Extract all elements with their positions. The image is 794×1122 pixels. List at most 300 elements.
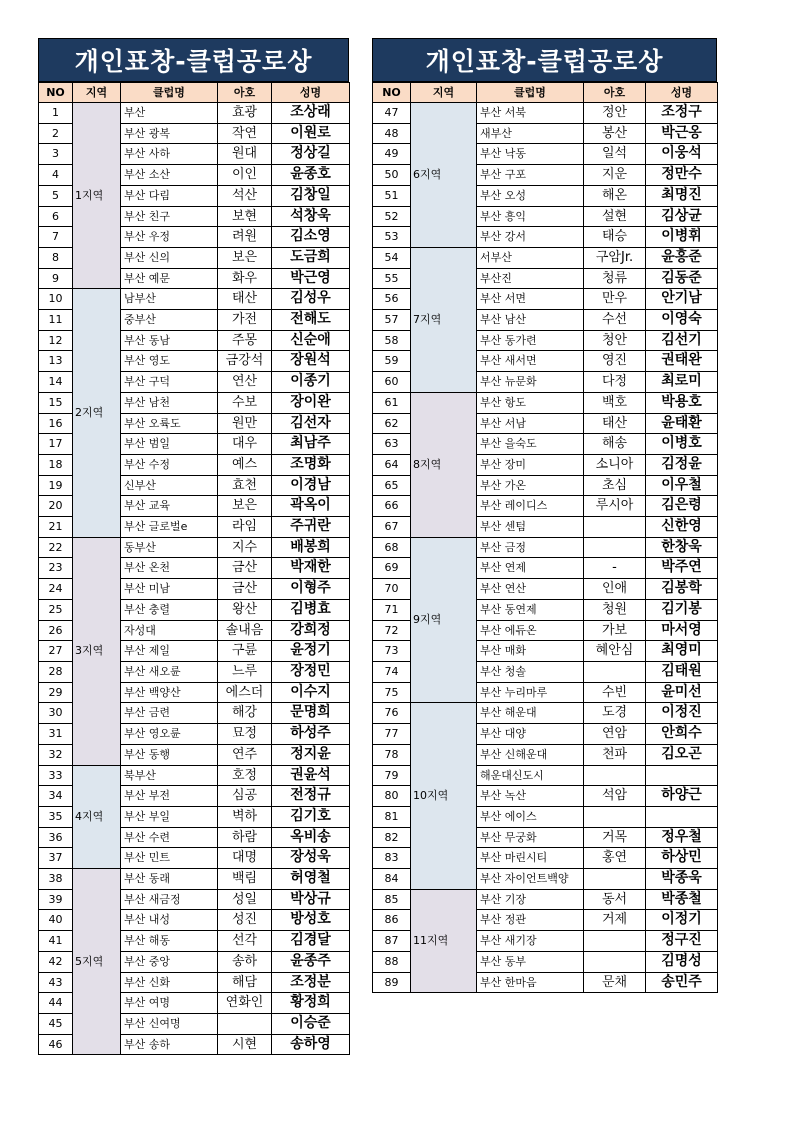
person-name: 이우철 [646,475,718,496]
region-cell: 5지역 [73,869,121,1055]
club-name: 부산 흥익 [477,206,584,227]
row-number: 14 [39,372,73,393]
person-name: 이병휘 [646,227,718,248]
pen-name: 작연 [218,123,272,144]
row-number: 81 [373,806,411,827]
table-title-left: 개인표창-클럽공로상 [38,38,349,82]
row-number: 54 [373,247,411,268]
person-name: 김봉학 [646,579,718,600]
row-number: 88 [373,951,411,972]
row-number: 79 [373,765,411,786]
person-name: 이형주 [272,579,350,600]
row-number: 78 [373,744,411,765]
pen-name: 도경 [584,703,646,724]
club-name: 부산 강서 [477,227,584,248]
pen-name: 정안 [584,103,646,124]
pen-name: 구륜 [218,641,272,662]
row-number: 67 [373,517,411,538]
row-number: 47 [373,103,411,124]
club-name: 부산 청솔 [477,661,584,682]
pen-name: 만우 [584,289,646,310]
pen-name: 천파 [584,744,646,765]
pen-name: 청안 [584,330,646,351]
header-ho: 아호 [218,83,272,103]
award-table-right [372,82,718,993]
club-name: 부산 뉴문화 [477,372,584,393]
pen-name: 송하 [218,951,272,972]
person-name: 전해도 [272,310,350,331]
club-name: 부산 광복 [121,123,218,144]
person-name: 석창욱 [272,206,350,227]
region-cell: 7지역 [411,247,477,392]
row-number: 25 [39,599,73,620]
row-number: 86 [373,910,411,931]
club-name: 부산 동연제 [477,599,584,620]
person-name: 최남주 [272,434,350,455]
person-name: 방성호 [272,910,350,931]
club-name: 부산 자이언트백양 [477,869,584,890]
club-name: 부산 대양 [477,724,584,745]
header-name: 성명 [272,83,350,103]
person-name: 김오곤 [646,744,718,765]
person-name: 도금희 [272,247,350,268]
award-table-left [38,82,350,1055]
pen-name: 지수 [218,537,272,558]
row-number: 52 [373,206,411,227]
row-number: 69 [373,558,411,579]
pen-name: 구암Jr. [584,247,646,268]
pen-name: 봉산 [584,123,646,144]
club-name: 부산진 [477,268,584,289]
row-number: 53 [373,227,411,248]
pen-name: 태산 [218,289,272,310]
row-number: 44 [39,993,73,1014]
pen-name: 보은 [218,247,272,268]
pen-name: 가보 [584,620,646,641]
pen-name: 수빈 [584,682,646,703]
club-name: 부산 교육 [121,496,218,517]
pen-name: 느루 [218,661,272,682]
person-name: 이경남 [272,475,350,496]
club-name: 부산 신화 [121,972,218,993]
club-name: 부산 예문 [121,268,218,289]
row-number: 71 [373,599,411,620]
pen-name: 백림 [218,869,272,890]
club-name: 부산 정관 [477,910,584,931]
pen-name: 소니아 [584,454,646,475]
table-row [39,103,350,124]
person-name: 김선기 [646,330,718,351]
pen-name: 금산 [218,558,272,579]
pen-name: 홍연 [584,848,646,869]
pen-name: 다정 [584,372,646,393]
row-number: 28 [39,661,73,682]
person-name: 하성주 [272,724,350,745]
pen-name: 연주 [218,744,272,765]
club-name: 부산 새기장 [477,931,584,952]
row-number: 4 [39,165,73,186]
table-row [39,289,350,310]
pen-name: 일석 [584,144,646,165]
club-name: 부산 우정 [121,227,218,248]
pen-name: 효광 [218,103,272,124]
row-number: 68 [373,537,411,558]
pen-name: 지운 [584,165,646,186]
club-name: 부산 송하 [121,1034,218,1055]
pen-name: 라임 [218,517,272,538]
row-number: 8 [39,247,73,268]
pen-name: 동서 [584,889,646,910]
person-name: 박종욱 [646,869,718,890]
pen-name: 솔내음 [218,620,272,641]
row-number: 61 [373,392,411,413]
pen-name [584,931,646,952]
pen-name: 원만 [218,413,272,434]
row-number: 85 [373,889,411,910]
row-number: 75 [373,682,411,703]
table-title-right: 개인표창-클럽공로상 [372,38,717,82]
person-name: 김병효 [272,599,350,620]
header-club: 클럽명 [121,83,218,103]
person-name: 정상길 [272,144,350,165]
row-number: 32 [39,744,73,765]
person-name: 최로미 [646,372,718,393]
club-name: 부산 녹산 [477,786,584,807]
club-name: 부산 남천 [121,392,218,413]
pen-name [584,537,646,558]
row-number: 12 [39,330,73,351]
pen-name: 수보 [218,392,272,413]
person-name: 김선자 [272,413,350,434]
header-no: NO [39,83,73,103]
club-name: 부산 수정 [121,454,218,475]
person-name: 김은령 [646,496,718,517]
pen-name: 태승 [584,227,646,248]
club-name: 부산 동가련 [477,330,584,351]
pen-name: 설현 [584,206,646,227]
person-name: 윤종주 [272,951,350,972]
region-cell: 1지역 [73,103,121,289]
club-name: 부산 동행 [121,744,218,765]
person-name: 권태완 [646,351,718,372]
person-name: 김정윤 [646,454,718,475]
person-name: 이웅석 [646,144,718,165]
row-number: 3 [39,144,73,165]
club-name: 부산 연산 [477,579,584,600]
pen-name: 이인 [218,165,272,186]
row-number: 35 [39,806,73,827]
pen-name: 영진 [584,351,646,372]
club-name: 부산 신여명 [121,1013,218,1034]
pen-name: 혜안심 [584,641,646,662]
row-number: 60 [373,372,411,393]
row-number: 77 [373,724,411,745]
pen-name [584,765,646,786]
row-number: 23 [39,558,73,579]
table-header-row [39,83,350,103]
club-name: 부산 [121,103,218,124]
person-name [646,765,718,786]
person-name: 정만수 [646,165,718,186]
row-number: 20 [39,496,73,517]
person-name: 이정진 [646,703,718,724]
pen-name: 석산 [218,185,272,206]
club-name: 부산 구포 [477,165,584,186]
person-name: 이수지 [272,682,350,703]
club-name: 부산 을숙도 [477,434,584,455]
person-name: 하양근 [646,786,718,807]
row-number: 74 [373,661,411,682]
row-number: 24 [39,579,73,600]
person-name: 최영미 [646,641,718,662]
row-number: 27 [39,641,73,662]
person-name: 장성욱 [272,848,350,869]
person-name: 윤태환 [646,413,718,434]
row-number: 57 [373,310,411,331]
club-name: 부산 영오륜 [121,724,218,745]
person-name: 신순애 [272,330,350,351]
person-name: 김창일 [272,185,350,206]
person-name: 김소영 [272,227,350,248]
person-name: 하상민 [646,848,718,869]
pen-name: 묘정 [218,724,272,745]
club-name: 중부산 [121,310,218,331]
club-name: 부산 가온 [477,475,584,496]
person-name: 윤미선 [646,682,718,703]
pen-name: 수선 [584,310,646,331]
person-name: 전정규 [272,786,350,807]
club-name: 부산 매화 [477,641,584,662]
club-name: 부산 온천 [121,558,218,579]
club-name: 동부산 [121,537,218,558]
pen-name: 선각 [218,931,272,952]
person-name: 장정민 [272,661,350,682]
pen-name: 루시아 [584,496,646,517]
club-name: 부산 부일 [121,806,218,827]
row-number: 89 [373,972,411,993]
row-number: 19 [39,475,73,496]
table-row [373,703,718,724]
person-name: 김동준 [646,268,718,289]
person-name: 이종기 [272,372,350,393]
club-name: 부산 사하 [121,144,218,165]
header-name: 성명 [646,83,718,103]
club-name: 부산 레이디스 [477,496,584,517]
club-name: 부산 여명 [121,993,218,1014]
pen-name: 청원 [584,599,646,620]
row-number: 40 [39,910,73,931]
pen-name: 문채 [584,972,646,993]
club-name: 부산 부전 [121,786,218,807]
person-name: 주귀란 [272,517,350,538]
pen-name: 해강 [218,703,272,724]
club-name: 부산 낙동 [477,144,584,165]
club-name: 북부산 [121,765,218,786]
club-name: 부산 새서면 [477,351,584,372]
club-name: 부산 에이스 [477,806,584,827]
club-name: 부산 글로벌e [121,517,218,538]
row-number: 83 [373,848,411,869]
row-number: 1 [39,103,73,124]
club-name: 부산 중앙 [121,951,218,972]
club-name: 부산 구덕 [121,372,218,393]
pen-name: 대명 [218,848,272,869]
row-number: 11 [39,310,73,331]
row-number: 21 [39,517,73,538]
club-name: 부산 금련 [121,703,218,724]
row-number: 34 [39,786,73,807]
club-name: 자성대 [121,620,218,641]
pen-name: 원대 [218,144,272,165]
person-name [646,806,718,827]
pen-name: 청류 [584,268,646,289]
club-name: 부산 미남 [121,579,218,600]
club-name: 부산 오성 [477,185,584,206]
row-number: 70 [373,579,411,600]
person-name: 박종철 [646,889,718,910]
person-name: 조정구 [646,103,718,124]
person-name: 김기봉 [646,599,718,620]
row-number: 63 [373,434,411,455]
person-name: 마서영 [646,620,718,641]
person-name: 장원석 [272,351,350,372]
pen-name: 석암 [584,786,646,807]
person-name: 김경달 [272,931,350,952]
person-name: 이영숙 [646,310,718,331]
person-name: 송하영 [272,1034,350,1055]
club-name: 부산 소산 [121,165,218,186]
person-name: 조정분 [272,972,350,993]
pen-name: 화우 [218,268,272,289]
club-name: 부산 서북 [477,103,584,124]
person-name: 최명진 [646,185,718,206]
club-name: 부산 제일 [121,641,218,662]
club-name: 신부산 [121,475,218,496]
person-name: 윤종호 [272,165,350,186]
club-name: 부산 다림 [121,185,218,206]
person-name: 조상래 [272,103,350,124]
table-row [373,889,718,910]
table-row [39,765,350,786]
pen-name: 금산 [218,579,272,600]
row-number: 56 [373,289,411,310]
pen-name: 연암 [584,724,646,745]
club-name: 부산 친구 [121,206,218,227]
club-name: 부산 해동 [121,931,218,952]
pen-name: 벽하 [218,806,272,827]
pen-name: 거목 [584,827,646,848]
pen-name: 금강석 [218,351,272,372]
person-name: 이정기 [646,910,718,931]
club-name: 부산 충렬 [121,599,218,620]
club-name: 부산 동남 [121,330,218,351]
region-cell: 8지역 [411,392,477,537]
person-name: 안희수 [646,724,718,745]
pen-name: - [584,558,646,579]
pen-name: 호정 [218,765,272,786]
club-name: 남부산 [121,289,218,310]
row-number: 36 [39,827,73,848]
row-number: 31 [39,724,73,745]
region-cell: 3지역 [73,537,121,765]
club-name: 서부산 [477,247,584,268]
person-name: 이병호 [646,434,718,455]
row-number: 62 [373,413,411,434]
club-name: 부산 연제 [477,558,584,579]
club-name: 부산 민트 [121,848,218,869]
club-name: 부산 신의 [121,247,218,268]
row-number: 22 [39,537,73,558]
row-number: 29 [39,682,73,703]
pen-name: 거제 [584,910,646,931]
row-number: 73 [373,641,411,662]
person-name: 김태원 [646,661,718,682]
club-name: 부산 동부 [477,951,584,972]
header-club: 클럽명 [477,83,584,103]
pen-name [584,951,646,972]
row-number: 39 [39,889,73,910]
left-award-table [38,38,350,1055]
pen-name: 예스 [218,454,272,475]
person-name: 옥비송 [272,827,350,848]
club-name: 부산 서남 [477,413,584,434]
pen-name [218,1013,272,1034]
row-number: 13 [39,351,73,372]
pen-name: 연산 [218,372,272,393]
pen-name: 태산 [584,413,646,434]
row-number: 64 [373,454,411,475]
row-number: 87 [373,931,411,952]
club-name: 부산 남산 [477,310,584,331]
club-name: 부산 센텀 [477,517,584,538]
pen-name: 해온 [584,185,646,206]
club-name: 부산 영도 [121,351,218,372]
pen-name: 에스더 [218,682,272,703]
person-name: 조명화 [272,454,350,475]
row-number: 6 [39,206,73,227]
club-name: 부산 한마음 [477,972,584,993]
row-number: 66 [373,496,411,517]
row-number: 80 [373,786,411,807]
row-number: 84 [373,869,411,890]
club-name: 부산 수련 [121,827,218,848]
row-number: 58 [373,330,411,351]
row-number: 49 [373,144,411,165]
pen-name [584,869,646,890]
row-number: 82 [373,827,411,848]
person-name: 윤홍준 [646,247,718,268]
club-name: 부산 무궁화 [477,827,584,848]
person-name: 박상규 [272,889,350,910]
region-cell: 2지역 [73,289,121,537]
person-name: 김기호 [272,806,350,827]
club-name: 부산 서면 [477,289,584,310]
pen-name: 인애 [584,579,646,600]
region-cell: 10지역 [411,703,477,889]
row-number: 72 [373,620,411,641]
table-row [39,869,350,890]
person-name: 박주연 [646,558,718,579]
table-row [373,247,718,268]
person-name: 박근옹 [646,123,718,144]
table-row [373,392,718,413]
row-number: 38 [39,869,73,890]
club-name: 부산 새오륜 [121,661,218,682]
row-number: 48 [373,123,411,144]
row-number: 55 [373,268,411,289]
row-number: 65 [373,475,411,496]
region-cell: 11지역 [411,889,477,993]
